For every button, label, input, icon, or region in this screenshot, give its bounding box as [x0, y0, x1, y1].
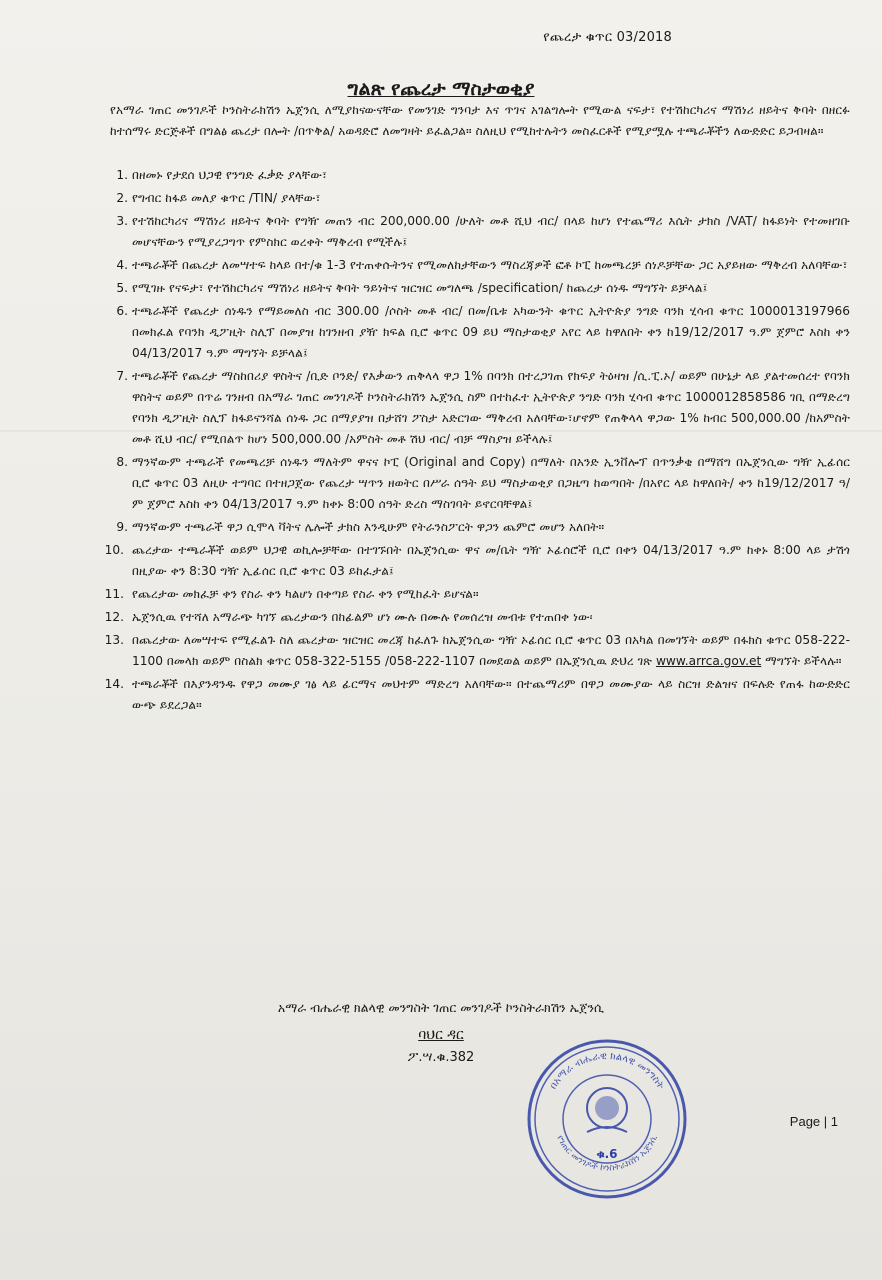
requirements-list — [104, 165, 850, 718]
svg-text:የገጠር መንገዶች ኮንስትራክሽን ኤጀንሲ: የገጠር መንገዶች ኮንስትራክሽን ኤጀንሲ — [554, 1133, 660, 1174]
intro-paragraph: የአማራ ገጠር መንገዶች ኮንስትራክሽን ኤጀንሲ ለሚያከናውናቸው የመንገድ ግንባታ እና ጥገና አገልግሎት የሚውል ናፍታ፣ የተሽከርካሪና ማሽነሪ ዘይትና ቅባት በዘርፉ ከተሰማሩ ድርጅቶች በግልፅ ጨረታ በሎት /በጥቅል/ አወዳድሮ ለመግዛት ይፈልጋል። ስለዚህ የሚከተሉትን መስፈርቶች የሚያሟሉ ተጫራቾችን ለውድድር ይጋብዛል። — [110, 103, 850, 138]
website-link[interactable]: www.arrca.gov.et — [655, 654, 762, 668]
list-item: 14. ተጫራቾች በእያንዳንዱ የዋጋ መሙያ ገፅ ላይ ፊርማና መህተም ማድረግ አለባቸው። በተጨማሪም በዋጋ መሙያው ላይ ስርዝ ድልዝና በፍሉድ የጠፋ ከውድድር ውጭ ይደረጋል። — [104, 677, 850, 712]
list-item: 12. ኤጀንሲዉ የተሻለ አማራጭ ካገኘ ጨረታውን በከፊልም ሆነ ሙሉ በሙሉ የመሰረዝ መብቱ የተጠበቀ ነው፡ — [104, 610, 593, 624]
agency-name: አማራ ብሔራዊ ክልላዊ መንግስት ገጠር መንገዶች ኮንስትራክሽን ኤጀንሲ — [277, 1000, 605, 1015]
list-item: 9. ማንኛውም ተጫራች ዋጋ ሲሞላ ቫትና ሌሎች ታክስ እንዲሁም የትራንስፖርት ዋጋን ጨምሮ መሆን አለበት። — [116, 520, 605, 534]
list-item: 8. ማንኛውም ተጫራች የመጫረቻ ሰነዱን ማለትም ዋናና ኮፒ (Original and Copy) በማለት በአንድ ኢንቨሎፕ በጥንቃቄ በማሸግ በኤጀንሲው ግዥ ኢፊሰር ቢሮ ቁጥር 03 ለዚሁ ተግባር በተዘጋጀው የጨረታ ሣጥን ዘወትር በሥራ ሰዓት ይህ ማስታወቂያ በጋዜጣ ከወጣበት /በአየር ላይ ከዋለበት/ ቀን ከ19/12/2017 ዓ/ም ጀምሮ እስከ ቀን 04/13/2017 ዓ.ም ከቀኑ 8:00 ሰዓት ድረስ ማስገባት ይኖርባቸዋል፤ — [116, 455, 850, 511]
page-number: Page | 1 — [789, 1114, 838, 1129]
svg-text:በአማራ ብሔራዊ ክልላዊ መንግስት: በአማራ ብሔራዊ ክልላዊ መንግስት — [547, 1050, 667, 1092]
tender-reference: የጨረታ ቁጥር 03/2018 — [543, 30, 672, 45]
page-title: ግልጽ የጨረታ ማስታወቂያ — [347, 78, 535, 100]
list-item: 5. የሚገዙ የናፍታ፣ የተሽከርካሪና ማሽነሪ ዘይትና ቅባት ዓይነትና ዝርዝር መግለጫ /specification/ ከጨረታ ሰነዱ ማግኘት ይቻላል፤ — [116, 281, 708, 295]
list-item: 11. የጨረታው መክፈቻ ቀን የስራ ቀን ካልሆነ በቀጣይ የስራ ቀን የሚከፈት ይሆናል። — [104, 587, 479, 601]
list-item: 4. ተጫራቾች በጨረታ ለመሣተፍ ከላይ በተ/ቁ 1-3 የተጠቀሱትንና የሚመለከታቸውን ማስረጃዎች ፎቶ ኮፒ ከመጫረቻ ሰነዶቻቸው ጋር አያይዘው ማቅረብ አለባቸው፣ — [116, 258, 848, 272]
signatory-location: ባህር ዳር — [418, 1027, 464, 1043]
list-item: 13. በጨረታው ለመሣተፍ የሚፈልጉ ስለ ጨረታው ዝርዝር መረጃ ከፈለጉ ከኤጀንሲው ግዥ ኦፊሰር ቢሮ ቁጥር 03 በአካል በመገኘት ወይም በፋክስ ቁጥር 058-222-1100 በመላክ ወይም በስልክ ቁጥር 058-322-5155 /058-222-1107 በመደወል ወይም በኤጀንሲዉ ድህረ ገጽ www.arrca.gov.et ማግኘት ይችላሉ። — [104, 633, 850, 668]
list-item: 7. ተጫራቾች የጨረታ ማስከበሪያ ዋስትና /ቢድ ቦንድ/ የእቃውን ጠቅላላ ዋጋ 1% በባንክ በተረጋገጠ የክፍያ ትዕዛዝ /ሲ.ፒ.ኦ/ ወይም በሁኔታ ላይ ያልተመሰረተ የባንክ ዋስትና ወይም በጥሬ ገንዘብ በአማራ ገጠር መንገዶች ኮንስትራክሽን ኤጀንሲ ስም በተከፈተ ኢትዮጵያ ንግድ ባንክ ሂሳብ ቁጥር 1000012858586 ገቢ በማድረግ የባንክ ዲፖዚት ስሊፕ ከፋይናንሻል ሰነዱ ጋር በማያያዝ በታሸገ ፖስታ አድርገው ማቅረብ አለባቸው፣ሆኖም የጠቅላላ ዋጋው 1% ከብር 500,000.00 /ከአምስት መቶ ሺህ ብር/ የሚበልጥ ከሆነ 500,000.00 /አምስት መቶ ሽህ ብር/ ብቻ ማስያዝ ይችላሉ፤ — [116, 369, 850, 446]
list-item: 3. የተሽከርካሪና ማሽነሪ ዘይትና ቅባት የግዥ መጠን ብር 200,000.00 /ሁለት መቶ ሺህ ብር/ በላይ ከሆነ የተጨማሪ እሴት ታክስ /VAT/ ከፋይነት የተመዘገቡ መሆናቸውን የሚያረጋግጥ የምስክር ወረቀት ማቅረብ የሚችሉ፤ — [116, 214, 850, 249]
list-item: 2. የግብር ከፋይ መለያ ቁጥር /TIN/ ያላቸው፣ — [116, 191, 321, 205]
list-item: 1. በዘመኑ የታደሰ ህጋዊ የንግድ ፈቃድ ያላቸው፣ — [116, 168, 328, 182]
svg-text:ቁ.6: ቁ.6 — [596, 1147, 618, 1161]
agency-seal-stamp — [524, 1036, 690, 1202]
po-box: ፖ.ሣ.ቁ.382 — [407, 1050, 475, 1065]
list-item: 10. ጨረታው ተጫራቾች ወይም ህጋዊ ወኪሎቻቸው በተገኙበት በኤጀንሲው ዋና መ/ቤት ግዥ ኦፊሰሮች ቢሮ በቀን 04/13/2017 ዓ.ም ከቀኑ 8:00 ላይ ታሽጎ በዚያው ቀን 8:30 ግዥ ኢፊሰር ቢሮ ቁጥር 03 ይከፈታል፤ — [104, 543, 850, 578]
emblem-icon — [587, 1088, 627, 1132]
list-item: 6. ተጫራቾች የጨረታ ሰነዱን የማይመለስ ብር 300.00 /ሶስት መቶ ብር/ በመ/ቤቱ አካውንት ቁጥር ኢትዮጵያ ንግድ ባንክ ሂሳብ ቁጥር 1000013197966 በመክፈል የባንክ ዲፖዚት ስሊፕ በመያዝ ከገንዘብ ያዥ ክፍል ቢሮ ቁጥር 09 ይህ ማስታወቂያ አየር ላይ ከዋለበት ቀን ከ19/12/2017 ዓ.ም ጀምሮ እስከ ቀን 04/13/2017 ዓ.ም ማግኘት ይቻላል፤ — [116, 304, 850, 360]
